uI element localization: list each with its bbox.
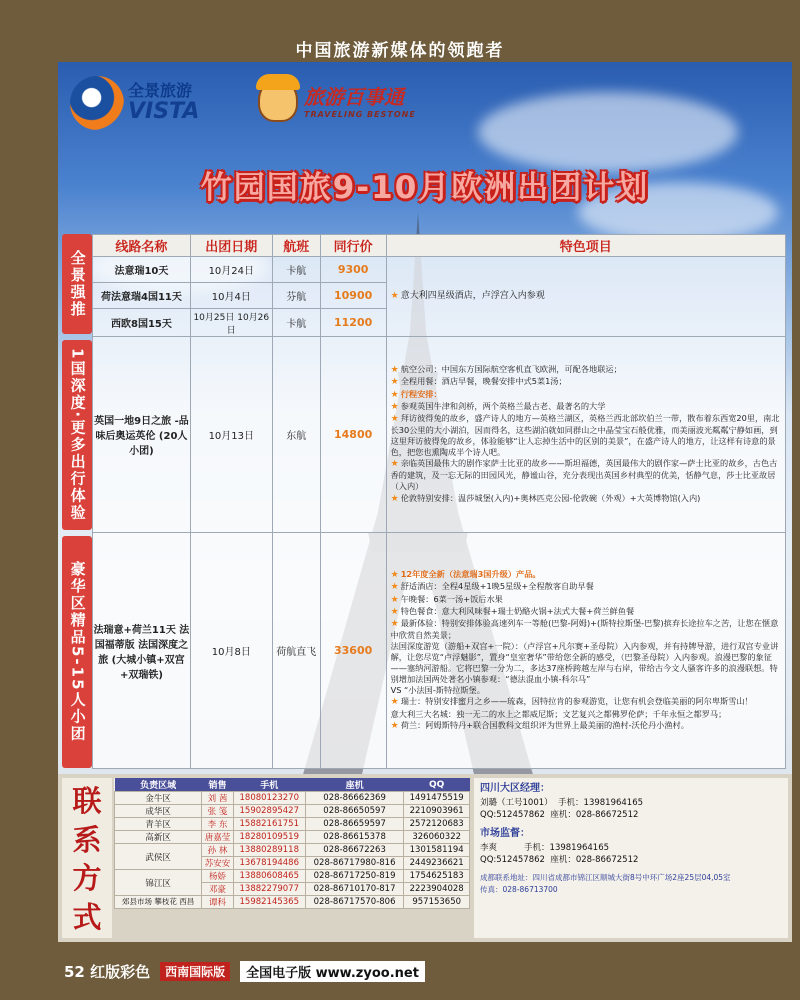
manager-info [474,778,788,938]
price: 11200 [320,309,386,337]
star-icon: ★ [390,377,399,388]
contact-label: 联系方式 [62,778,112,938]
price: 14800 [320,337,386,533]
bestone-logo [258,78,416,122]
price: 33600 [320,533,386,769]
contact-header-qq: QQ [404,778,470,792]
manager-name: 刘璐（工号1001） [480,797,553,808]
airline: 卡航 [272,257,320,283]
star-icon: ★ [390,493,399,504]
contact-header [115,778,470,792]
star-icon: ★ [390,697,399,708]
features-cell [386,533,785,769]
contact-qq: 1491475519 [404,792,470,805]
section-label-1: 全景强推 [62,234,92,334]
airline: 东航 [272,337,320,533]
contact-phone: 028-86615378 [305,831,404,844]
tour-plan-table [92,234,786,769]
star-icon: ★ [390,570,399,581]
table-row [93,337,786,533]
supervisor-name: 李爽 [480,842,498,853]
contact-row [115,818,470,831]
feature-text: 荷兰：阿姆斯特丹+联合国教科文组织评为世界上最美丽的渔村-沃伦丹小渔村。 [400,719,689,730]
section-label-2: 1国深度·更多出行体验 [62,340,92,530]
contact-mobile: 18280109519 [233,831,305,844]
star-icon: ★ [390,401,399,412]
vista-logo-en: VISTA [128,98,200,124]
contact-row [115,896,470,909]
page-number: 52 红版彩色 [64,962,151,981]
contact-qq: 957153650 [404,896,470,909]
contact-area: 武侯区 [115,844,202,870]
travel-poster [58,62,792,942]
route-name: 英国一地9日之旅 -品味后奥运英伦 (20人小团) [93,337,191,533]
bestone-logo-en: TRAVELING BESTONE [304,110,416,119]
route-name: 法瑞意+荷兰11天 法国福蒂版 法国深度之旅 (大城小镇+双宫+双瑞铁) [93,533,191,769]
airline: 卡航 [272,309,320,337]
contact-header-area: 负责区域 [115,778,202,792]
contact-qq: 1754625183 [404,870,470,883]
contact-mobile: 13678194486 [233,857,305,870]
star-icon: ★ [390,413,399,424]
vista-logo-cn: 全景旅游 [128,81,193,101]
contact-mobile: 15902895427 [233,805,305,818]
contact-phone: 028-86659597 [305,818,404,831]
feature-text: 特色餐食：意大利风味餐+瑞士奶酪火锅+法式大餐+荷兰鲜鱼餐 [400,605,635,616]
contact-table [114,778,470,909]
feature-text: 最新体验：特别安排体验高速列车一等舱(巴黎-阿姆)+(斯特拉斯堡-巴黎)摈弃长途拉车之苦，让您在惬意中欣赏自然美景； [390,617,779,640]
contact-header-mobile: 手机 [233,778,305,792]
contact-row [115,792,470,805]
departure-date: 10月8日 [190,533,272,769]
contact-sales: 邓豪 [202,883,234,896]
star-icon: ★ [390,606,399,617]
contact-phone: 028-86672263 [305,844,404,857]
airline: 荷航直飞 [272,533,320,769]
contact-sales: 张 笺 [202,805,234,818]
star-icon: ★ [390,618,399,629]
contact-qq: 2223904028 [404,883,470,896]
table-header [93,235,786,257]
contact-header-sales: 销售 [202,778,234,792]
contact-mobile: 13882279077 [233,883,305,896]
price: 10900 [320,283,386,309]
header-flight: 航班 [272,235,320,257]
contact-phone: 028-86717980-816 [305,857,404,870]
contact-area: 郊县市场 攀枝花 西昌 [115,896,202,909]
feature-text: 意大利三大名城：独一无二的水上之都威尼斯；文艺复兴之都佛罗伦萨；千年永恒之都罗马； [390,708,727,719]
features-cell [386,257,785,337]
contact-phone: 028-86717250-819 [305,870,404,883]
supervisor-qq: QQ:512457862 [480,854,545,865]
supervisor-title: 市场监督： [480,828,530,840]
star-icon: ★ [390,365,399,376]
website-link[interactable]: 全国电子版 www.zyoo.net [240,961,425,982]
feature-text: 伦敦特别安排：温莎城堡(入内)+奥林匹克公园-伦敦碗（外观）+大英博物馆(入内) [400,492,701,503]
contact-phone: 028-86650597 [305,805,404,818]
feature-text: 拜访彼得兔的故乡，盛产诗人的地方—英格兰湖区，英格兰西北部坎伯兰一带，散布着东西宽20里，南北长30公里的大小湖泊，因而得名，这些湖泊就如同群山之中晶莹宝石般优雅，而美丽波光粼粼宁静如画，到这里拜访彼得兔的故乡，体验能够“让人忘掉生活中的区别的美景”，在盛产诗人的地方，让这样有诗意的景色，把您也熏陶成半个诗人吧。 [390,412,780,458]
manager-qq: QQ:512457862 [480,809,545,820]
manager-title: 四川大区经理： [480,783,550,794]
feature-text: 12年度全新（法意瑞3国升级）产品。 [400,569,541,580]
contact-phone: 028-86662369 [305,792,404,805]
vista-swirl-icon [70,76,124,130]
contact-sales: 唐嘉莹 [202,831,234,844]
contact-sales: 谭科 [202,896,234,909]
star-icon: ★ [390,389,399,400]
feature-text: 行程安排： [400,388,442,399]
page-title: 竹园国旅9-10月欧洲出团计划 [200,170,650,206]
feature-text: 参观英国牛津和剑桥，两个英格兰最古老、最著名的大学 [400,400,606,411]
header-route: 线路名称 [93,235,191,257]
contact-phone: 028-86717570-806 [305,896,404,909]
feature-text: 意大利四星级酒店，卢浮宫入内参观 [400,291,545,302]
contact-phone: 028-86710170-817 [305,883,404,896]
departure-date: 10月13日 [190,337,272,533]
feature-text: 舒适酒店：全程4星级+1晚5星级+全程散客自助早餐 [400,581,594,592]
contact-sales: 李 东 [202,818,234,831]
route-name: 西欧8国15天 [93,309,191,337]
contact-fax: 传真：028-86713700 [480,884,558,894]
mascot-icon [258,78,298,122]
vista-logo [70,76,199,130]
contact-mobile: 15882161751 [233,818,305,831]
contact-area: 高新区 [115,831,202,844]
contact-sales: 杨娇 [202,870,234,883]
feature-text: 午晚餐：6菜一汤+饭后水果 [400,593,503,604]
star-icon: ★ [390,594,399,605]
contact-area: 金牛区 [115,792,202,805]
masthead: 中国旅游新媒体的领跑者 [295,41,505,61]
feature-text: 法国深度游览（游船+双宫+一院）：（卢浮宫+凡尔赛+圣母院）入内参观，并有持牌导游，进行双宫专业讲解，让您尽览“卢浮魅影”，置身“皇室奢华”带给您全新的感受，（巴黎圣母院）入内参观。浪漫巴黎的象征——塞纳河游船。它将巴黎一分为二，多达37座桥跨越左岸与右岸，带给古今文人骚客许多的浪漫联想。特别增加法国两处著名小镇参观：“德法混血小镇-科尔马” [390,641,779,685]
contact-qq: 2449236621 [404,857,470,870]
departure-date: 10月25日 10月26日 [190,309,272,337]
contact-row [115,870,470,883]
route-name: 法意瑞10天 [93,257,191,283]
star-icon: ★ [390,459,399,470]
contact-area: 成华区 [115,805,202,818]
manager-phone: 座机：028-86672512 [550,809,639,820]
departure-date: 10月4日 [190,283,272,309]
manager-mobile: 手机：13981964165 [558,797,644,808]
contact-section [58,774,792,942]
contact-mobile: 13880289118 [233,844,305,857]
departure-date: 10月24日 [190,257,272,283]
feature-text: 航空公司：中国东方国际航空客机直飞欧洲，可配各地联运； [400,364,622,375]
feature-text: VS “小法国-斯特拉斯堡。 [390,685,485,696]
contact-area: 锦江区 [115,870,202,896]
contact-row [115,805,470,818]
contact-qq: 1301581194 [404,844,470,857]
contact-area: 青羊区 [115,818,202,831]
star-icon: ★ [390,582,399,593]
feature-text: 全程用餐：酒店早餐，晚餐安排中式5菜1汤； [400,376,567,387]
header-price: 同行价 [320,235,386,257]
airline: 芬航 [272,283,320,309]
feature-text: 瑞士：特别安排蜜月之乡——琉森，因特拉肯的参观游览，让您有机会登临美丽的阿尔卑斯雪山！ [400,696,753,707]
header-features: 特色项目 [386,235,785,257]
page-footer [58,942,792,1000]
bestone-logo-cn: 旅游百事通 [304,85,404,109]
feature-text: 亲临英国最伟大的剧作家萨士比亚的故乡——斯坦福德，英国最伟大的剧作家—萨士比亚的故乡，古色古香的建筑，及一忘无际的田园风光，静谧山谷，充分表现出英国乡村典型的优美，恬静气息，莎士比亚故居（入内） [390,458,778,492]
supervisor-mobile: 手机：13981964165 [524,842,610,853]
star-icon: ★ [390,720,399,731]
header-date: 出团日期 [190,235,272,257]
section-label-3: 豪华区精品5-15人小团 [62,536,92,768]
contact-qq: 326060322 [404,831,470,844]
contact-row [115,844,470,857]
contact-mobile: 13880608465 [233,870,305,883]
table-row [93,257,786,283]
edition-tag: 西南国际版 [160,962,230,981]
contact-mobile: 15982145365 [233,896,305,909]
price: 9300 [320,257,386,283]
contact-header-phone: 座机 [305,778,404,792]
contact-qq: 2572120683 [404,818,470,831]
table-row [93,533,786,769]
star-icon: ★ [390,291,399,302]
contact-qq: 2210903961 [404,805,470,818]
contact-sales: 孙 林 [202,844,234,857]
contact-row [115,831,470,844]
contact-sales: 刘 茜 [202,792,234,805]
features-cell [386,337,785,533]
contact-sales: 苏安安 [202,857,234,870]
contact-address: 成都联系地址：四川省成都市锦江区顺城大街8号中环广场2座25层04,05室 [480,873,731,883]
contact-mobile: 18080123270 [233,792,305,805]
route-name: 荷法意瑞4国11天 [93,283,191,309]
supervisor-phone: 座机：028-86672512 [550,854,639,865]
